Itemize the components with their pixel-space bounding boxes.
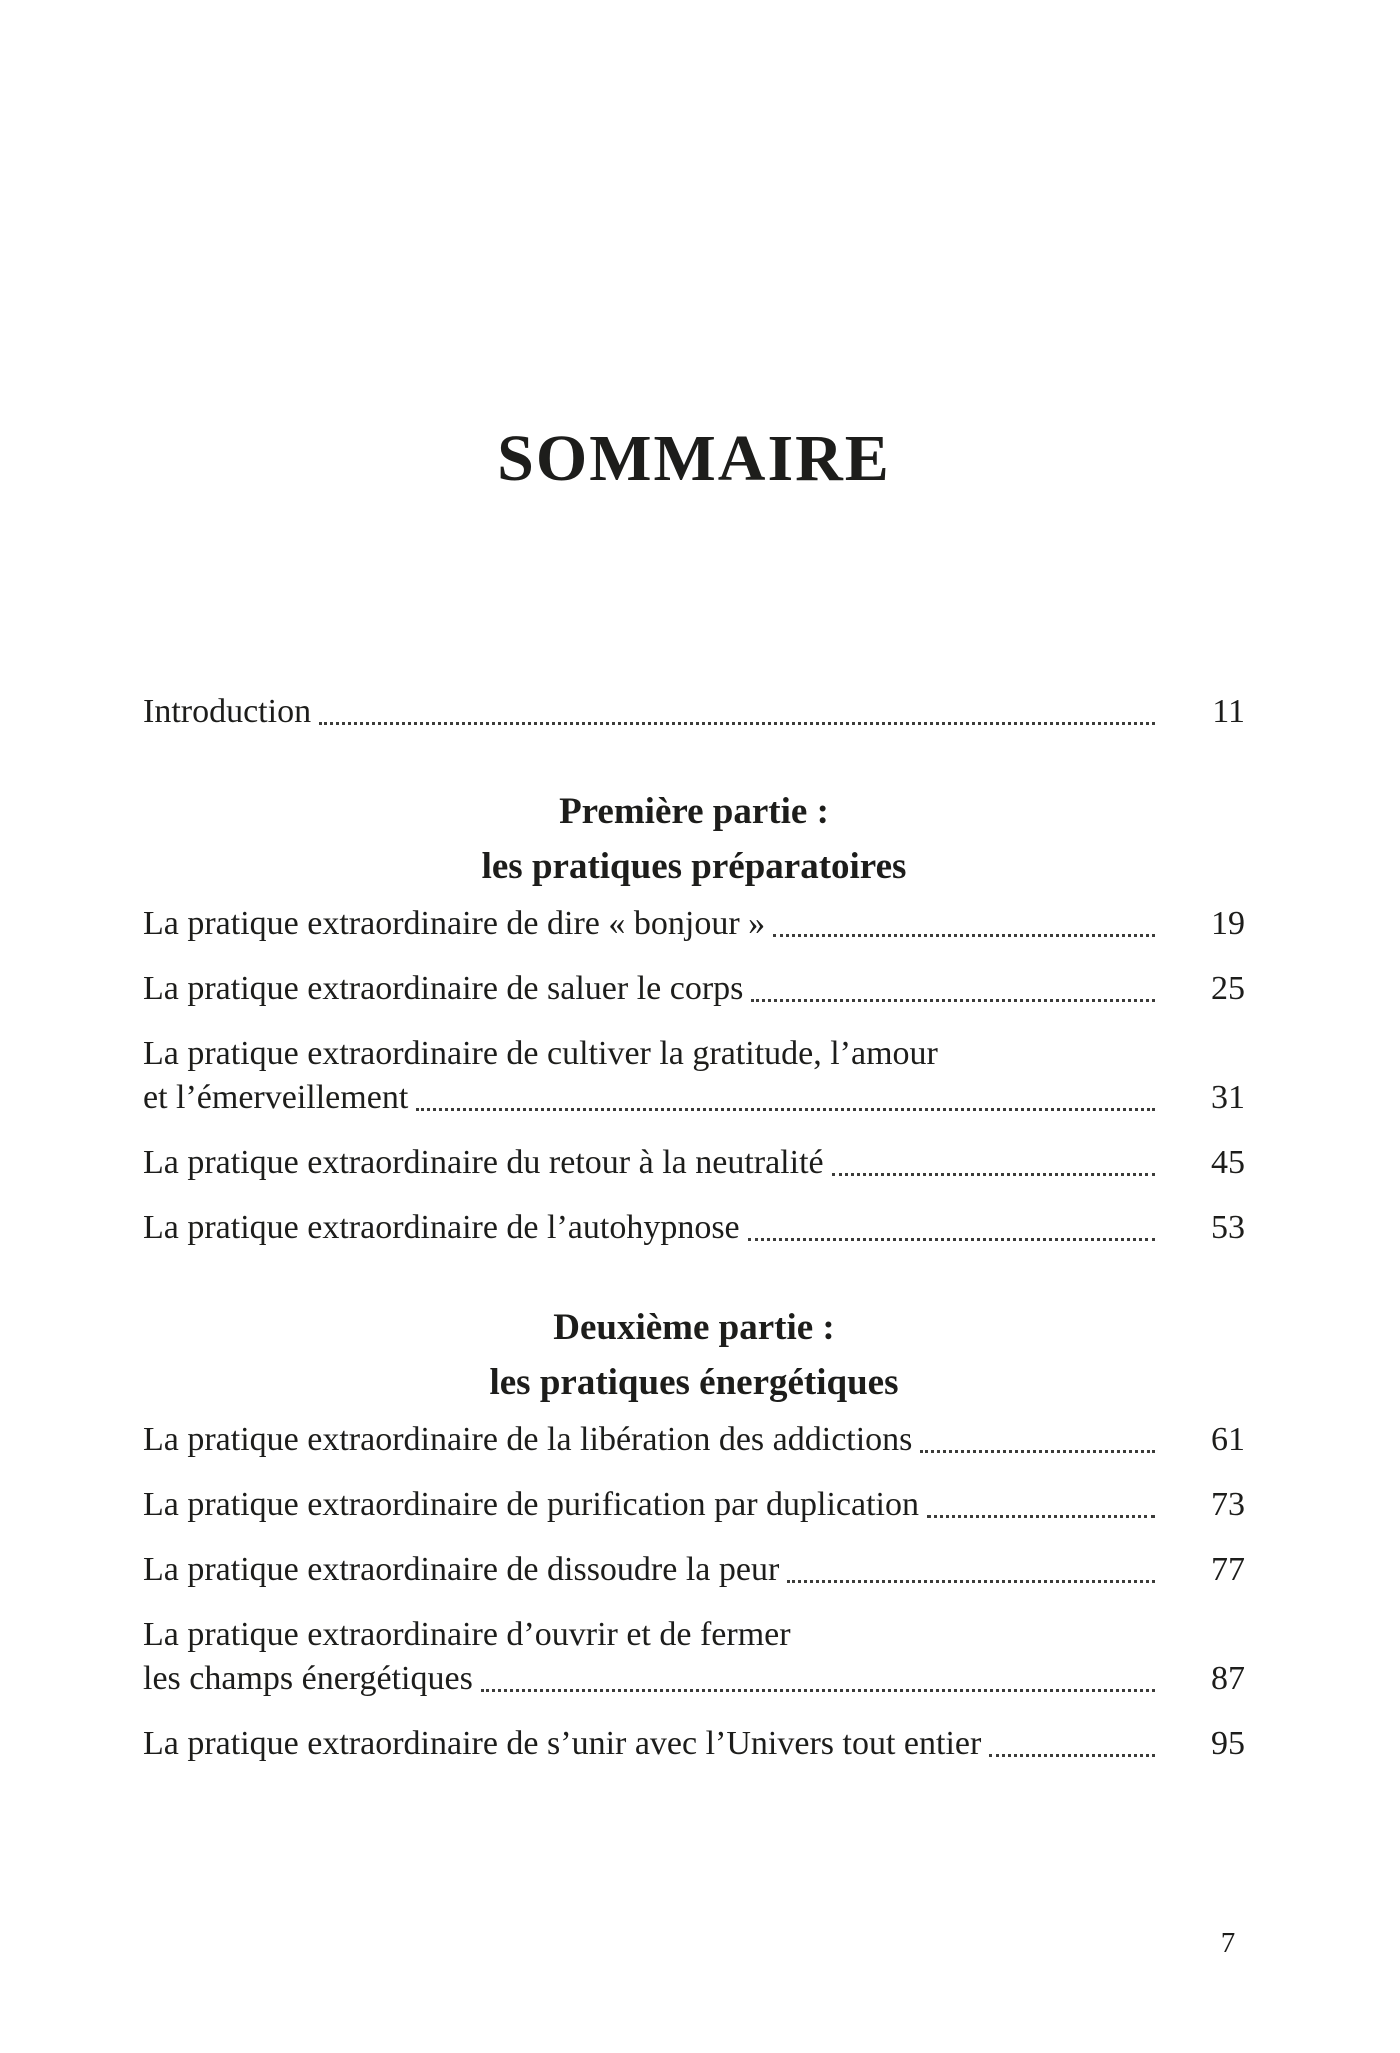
entry-text: La pratique extraordinaire d’ouvrir et de fermer bbox=[143, 1616, 791, 1653]
toc-entry bbox=[143, 1483, 1245, 1527]
toc-entry-introduction bbox=[143, 690, 1245, 734]
section-heading bbox=[143, 1300, 1245, 1410]
entry-text: La pratique extraordinaire de purification par duplication bbox=[143, 1486, 920, 1523]
dot-leader bbox=[927, 1515, 1155, 1518]
page-content bbox=[143, 0, 1245, 1787]
dot-leader bbox=[989, 1754, 1155, 1757]
toc-entry-line bbox=[143, 1483, 1245, 1527]
entry-text: Introduction bbox=[143, 693, 312, 730]
toc-entry bbox=[143, 1722, 1245, 1766]
entry-text: La pratique extraordinaire de saluer le corps bbox=[143, 970, 744, 1007]
page-number: 61 bbox=[1211, 1421, 1245, 1458]
page-title: SOMMAIRE bbox=[497, 422, 891, 495]
entry-text: La pratique extraordinaire de cultiver la gratitude, l’amour bbox=[143, 1035, 938, 1072]
toc-entry bbox=[143, 902, 1245, 946]
dot-leader bbox=[920, 1450, 1155, 1453]
toc-entry bbox=[143, 1613, 1245, 1701]
entry-text: La pratique extraordinaire du retour à la neutralité bbox=[143, 1144, 824, 1181]
toc-entry-line bbox=[143, 967, 1245, 1011]
dot-leader bbox=[481, 1689, 1155, 1692]
page-number: 45 bbox=[1211, 1144, 1245, 1181]
toc-entry bbox=[143, 1141, 1245, 1185]
page-number: 73 bbox=[1211, 1486, 1245, 1523]
entry-text: La pratique extraordinaire de la libération des addictions bbox=[143, 1421, 913, 1458]
toc-entry-line bbox=[143, 1613, 1245, 1657]
section-heading-line1: Deuxième partie : bbox=[553, 1307, 835, 1348]
dot-leader bbox=[416, 1108, 1155, 1111]
dot-leader bbox=[773, 934, 1155, 937]
section-heading-line2: les pratiques énergétiques bbox=[489, 1362, 899, 1403]
entry-text: La pratique extraordinaire de l’autohypnose bbox=[143, 1209, 740, 1246]
entry-text: les champs énergétiques bbox=[143, 1660, 473, 1697]
page-number: 19 bbox=[1211, 905, 1245, 942]
entry-text: et l’émerveillement bbox=[143, 1079, 409, 1116]
toc-entry-line bbox=[143, 902, 1245, 946]
entry-text: La pratique extraordinaire de s’unir avec l’Univers tout entier bbox=[143, 1725, 982, 1762]
folio-page-number: 7 bbox=[1220, 1927, 1236, 1959]
toc-entry bbox=[143, 1548, 1245, 1592]
toc-entry-line bbox=[143, 1076, 1245, 1120]
page-number: 25 bbox=[1211, 970, 1245, 1007]
toc-entry-line bbox=[143, 1722, 1245, 1766]
page-number: 77 bbox=[1211, 1551, 1245, 1588]
entry-text: La pratique extraordinaire de dire « bonjour » bbox=[143, 905, 766, 942]
toc-entry-line bbox=[143, 1548, 1245, 1592]
page-number: 31 bbox=[1211, 1079, 1245, 1116]
toc-entry-line bbox=[143, 1657, 1245, 1701]
page-number: 53 bbox=[1211, 1209, 1245, 1246]
entry-text: La pratique extraordinaire de dissoudre la peur bbox=[143, 1551, 780, 1588]
toc-entry-line bbox=[143, 1206, 1245, 1250]
page-number: 95 bbox=[1211, 1725, 1245, 1762]
page-number: 87 bbox=[1211, 1660, 1245, 1697]
toc-entry-line bbox=[143, 1141, 1245, 1185]
toc-entry-introduction-line bbox=[143, 690, 1245, 734]
toc-entry bbox=[143, 1206, 1245, 1250]
toc-entry-line bbox=[143, 1032, 1245, 1076]
dot-leader bbox=[787, 1580, 1155, 1583]
section-heading-line2: les pratiques préparatoires bbox=[481, 846, 907, 887]
section-heading bbox=[143, 784, 1245, 894]
dot-leader bbox=[319, 722, 1155, 725]
section-heading-line1: Première partie : bbox=[559, 791, 829, 832]
dot-leader bbox=[832, 1173, 1155, 1176]
page-number: 11 bbox=[1212, 693, 1245, 730]
toc-entry bbox=[143, 967, 1245, 1011]
toc-entry bbox=[143, 1032, 1245, 1120]
toc-entry-line bbox=[143, 1418, 1245, 1462]
toc bbox=[143, 690, 1245, 1766]
toc-entry bbox=[143, 1418, 1245, 1462]
dot-leader bbox=[748, 1238, 1155, 1241]
dot-leader bbox=[751, 999, 1155, 1002]
